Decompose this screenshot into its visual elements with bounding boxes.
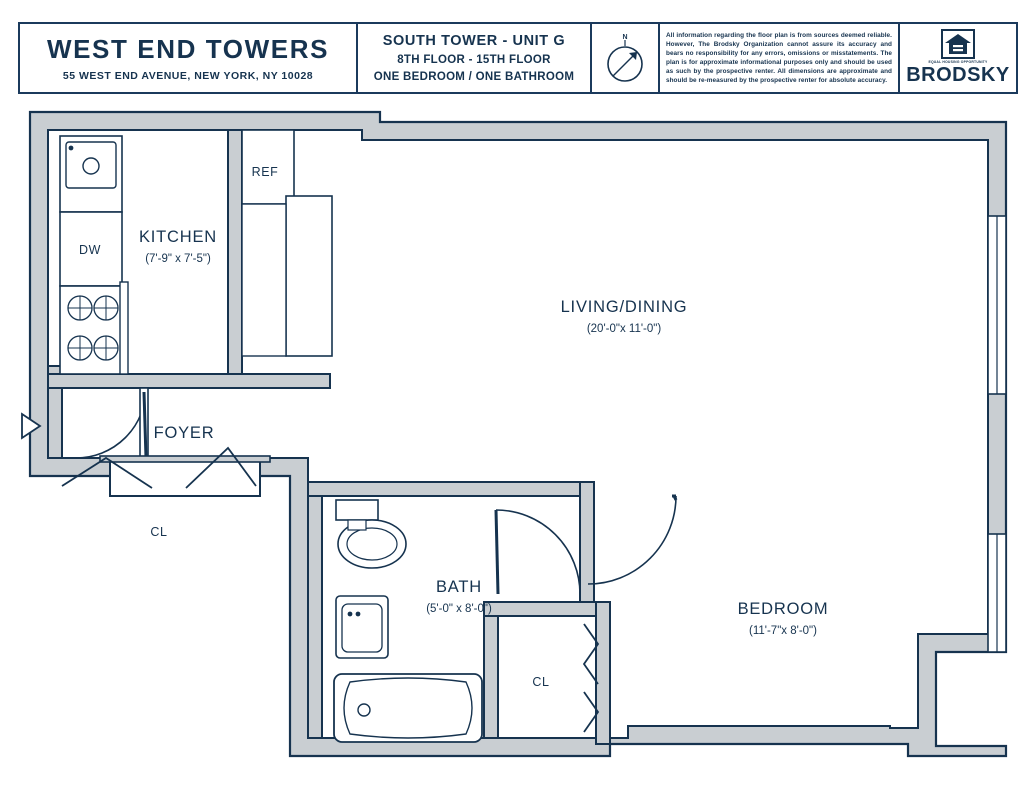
fixture-label-dishwasher: DW (78, 243, 102, 257)
unit-title: SOUTH TOWER - UNIT G (382, 32, 566, 49)
building-name: WEST END TOWERS (46, 34, 330, 64)
unit-identity (358, 24, 592, 92)
room-dims-bedroom: (11'-7"x 8'-0") (749, 625, 817, 637)
plan-title-bar (18, 22, 1018, 94)
room-label-foyer: FOYER (153, 424, 215, 442)
compass-north-label: N (622, 34, 628, 41)
floor-plan (0, 96, 1036, 800)
equal-housing-caption: EQUAL HOUSING OPPORTUNITY (928, 59, 988, 64)
toilet-tank-icon (336, 500, 378, 520)
kitchen-cabinet-icon (286, 196, 332, 356)
unit-floors: 8TH FLOOR - 15TH FLOOR (397, 53, 551, 66)
room-label-kitchen: KITCHEN (138, 228, 218, 246)
room-dims-bath: (5'-0" x 8'-0") (426, 603, 492, 615)
room-label-bedroom: BEDROOM (737, 600, 829, 618)
unit-config: ONE BEDROOM / ONE BATHROOM (373, 70, 575, 83)
room-label-bath: BATH (436, 578, 482, 596)
building-address: 55 WEST END AVENUE, NEW YORK, NY 10028 (62, 70, 314, 82)
room-dims-living-dining: (20'-0"x 11'-0") (586, 323, 662, 335)
window-living-dining (988, 216, 1006, 394)
brodsky-wordmark: BRODSKY (906, 64, 1010, 87)
disclaimer-text: All information regarding the floor plan is from sources deemed reliable. However, The Brodsky Organization cannot assure its accuracy and bears no responsibility for any errors, omissions or misstatements. The plan is for approximate informational purposes only and should be used as such by the prospective renter. All dimensions are approximate and should be re-measured by the prospective renter for absolute accuracy. (666, 31, 892, 85)
brand-logo (900, 24, 1016, 92)
equal-housing-icon (941, 29, 975, 59)
bath-sink-icon (342, 604, 382, 652)
compass-icon (599, 30, 651, 86)
disclaimer-cell (660, 24, 900, 92)
window-bedroom (988, 534, 1006, 652)
building-identity (20, 24, 358, 92)
compass-cell (592, 24, 660, 92)
range-icon (60, 286, 122, 374)
room-label-living-dining: LIVING/DINING (560, 298, 688, 316)
fixture-label-refrigerator: REF (251, 165, 279, 179)
floor-plan-svg (0, 96, 1036, 800)
fixture-label-bedroom-closet: CL (532, 675, 550, 689)
fixture-label-foyer-closet: CL (150, 525, 168, 539)
room-dims-kitchen: (7'-9" x 7'-5") (145, 253, 211, 265)
